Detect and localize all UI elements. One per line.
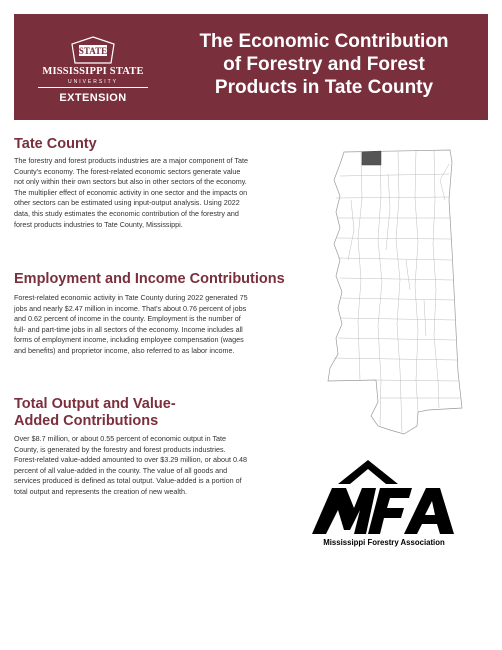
title-line: of Forestry and Forest xyxy=(223,54,425,75)
section-body-output: Over $8.7 million, or about 0.55 percent of economic output in Tate County, is generated by the forestry and forest products industries. Forest-related value-added amounted to over $3.29 million, or about 0.48 percent of all value-added in the county. The value of all goods and services produced is defined as total output. Value-added is a portion of total output and represents the creation of new wealth. xyxy=(14,434,247,496)
state-seal-icon xyxy=(70,36,116,66)
svg-text:STATE: STATE xyxy=(78,46,108,56)
page-title xyxy=(174,30,474,99)
heading-line: Added Contributions xyxy=(14,413,159,429)
tate-county-highlight xyxy=(362,151,381,165)
section-heading-output xyxy=(14,396,176,430)
section-body-tate-county: The forestry and forest products industries are a major component of Tate County's economy. The forest-related economic sectors generate value not only within their own sectors but also in other sectors of the economy. The multiplier effect of economic activity in one sector and the impacts on other sectors can be estimated using input-output analysis. Using 2022 data, this study estimates the economic contribution of the forestry and forest products industries to Tate County, Mississippi. xyxy=(14,156,248,229)
logo-divider xyxy=(38,87,148,88)
heading-line: Tate County xyxy=(14,136,97,152)
heading-line: Employment and Income Contributions xyxy=(14,271,285,287)
heading-line: Total Output and Value- xyxy=(14,396,176,412)
mississippi-state-outline xyxy=(328,150,462,434)
header-banner xyxy=(14,14,488,120)
section-body-employment: Forest-related economic activity in Tate County during 2022 generated 75 jobs and nearly $2.47 million in income. That's about 0.76 percent of jobs and 0.62 percent of income in the county. Employment is the number of full- and part-time jobs in all sectors of the economy. Income includes all forms of employment income, including employee compensation (wages and benefits) and proprietor income, also referred to as labor income. xyxy=(14,293,248,355)
logo-subname: UNIVERSITY xyxy=(67,79,118,85)
logo-division: EXTENSION xyxy=(59,92,127,104)
msu-extension-logo xyxy=(34,36,152,120)
title-line: Products in Tate County xyxy=(214,77,434,98)
section-heading-employment xyxy=(14,271,285,288)
title-line: The Economic Contribution xyxy=(199,31,449,52)
partner-name: Mississippi Forestry Association xyxy=(323,538,445,547)
section-heading-tate-county xyxy=(14,136,97,153)
mississippi-county-map xyxy=(318,140,484,436)
logo-name: MISSISSIPPI STATE xyxy=(42,66,144,77)
